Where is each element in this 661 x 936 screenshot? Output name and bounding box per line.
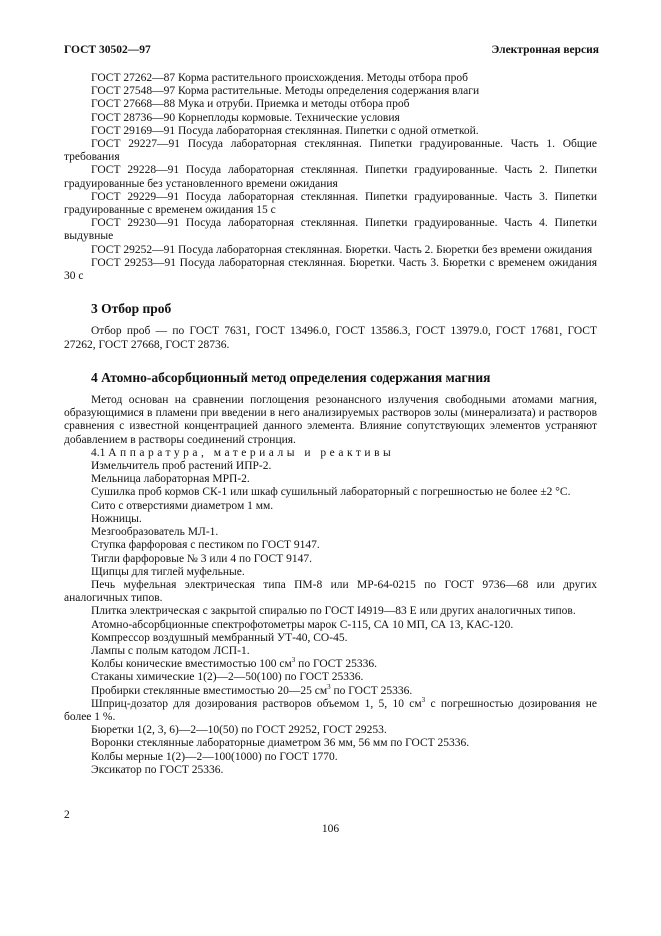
- equipment-item: Атомно-абсорбционные спектрофотометры марок С-115, СА 10 МП, СА 13, КАС-120.: [91, 618, 514, 631]
- equipment-item: Бюретки 1(2, 3, 6)—2—10(50) по ГОСТ 29252, ГОСТ 29253.: [91, 724, 387, 737]
- equipment-item: Ступка фарфоровая с пестиком по ГОСТ 9147.: [91, 539, 320, 552]
- reference-item: ГОСТ 27548—97 Корма растительные. Методы определения содержания влаги: [91, 85, 480, 98]
- references-list: [64, 72, 597, 283]
- section-3-text: Отбор проб — по ГОСТ 7631, ГОСТ 13496.0, ГОСТ 13586.3, ГОСТ 13979.0, ГОСТ 17681, ГОСТ 27262, ГОСТ 27668, ГОСТ 28736.: [64, 325, 597, 351]
- subsection-title: Аппаратура, материалы и реактивы: [108, 446, 395, 459]
- equipment-item: Сито с отверстиями диаметром 1 мм.: [91, 499, 274, 512]
- reference-item: ГОСТ 27262—87 Корма растительного происхождения. Методы отбора проб: [91, 72, 468, 84]
- equipment-item: Стаканы химические 1(2)—2—50(100) по ГОСТ 25336.: [91, 671, 364, 684]
- section-3-heading: 3 Отбор проб: [91, 301, 172, 317]
- equipment-item: Мельница лабораторная МРП-2.: [91, 473, 250, 486]
- equipment-item: Сушилка проб кормов СК-1 или шкаф сушильный лабораторный с погрешностью не более ±2 °С.: [91, 486, 571, 499]
- equipment-item: Эксикатор по ГОСТ 25336.: [91, 763, 224, 776]
- document-code: ГОСТ 30502—97: [64, 44, 151, 56]
- reference-item: ГОСТ 28736—90 Корнеплоды кормовые. Технические условия: [91, 111, 400, 124]
- equipment-item: Ножницы.: [91, 512, 142, 525]
- equipment-item: Тигли фарфоровые № 3 или 4 по ГОСТ 9147.: [91, 552, 312, 565]
- edition-label: Электронная версия: [491, 44, 599, 56]
- equipment-item: Лампы с полым катодом ЛСП-1.: [91, 644, 250, 657]
- equipment-item: Печь муфельная электрическая типа ПМ-8 или МР-64-0215 по ГОСТ 9736—68 или других аналогичных типов.: [64, 578, 597, 605]
- equipment-item: Шприц-дозатор для дозирования растворов объемом 1, 5, 10 $см^3$ с погрешностью дозирования не более 1 %.: [64, 695, 597, 723]
- reference-item: ГОСТ 29227—91 Посуда лабораторная стеклянная. Пипетки градуированные. Часть 1. Общие требования: [64, 138, 597, 164]
- subsection-number: 4.1: [91, 446, 106, 459]
- section-4-heading: 4 Атомно-абсорбционный метод определения содержания магния: [91, 369, 491, 385]
- section-4-intro: Метод основан на сравнении поглощения резонансного излучения свободными атомами магния, образующимися в пламени при введении в него анализируемых растворов золы (минерализата) и растворов сравнения с известной концентрацией данного элемента. Влияние сопутствующих элементов устраняют добавлением в растворы соединений стронция.: [64, 394, 597, 446]
- equipment-item: Воронки стеклянные лабораторные диаметром 36 мм, 56 мм по ГОСТ 25336.: [91, 737, 470, 750]
- equipment-item: Щипцы для тиглей муфельные.: [91, 565, 245, 578]
- page-number: 2: [64, 809, 70, 821]
- reference-item: ГОСТ 29229—91 Посуда лабораторная стеклянная. Пипетки градуированные. Часть 3. Пипетки градуированные с временем ожидания 15 с: [64, 190, 597, 217]
- page-body: [64, 72, 597, 777]
- reference-item: ГОСТ 29169—91 Посуда лабораторная стеклянная. Пипетки с одной отметкой.: [91, 124, 479, 137]
- equipment-item: Плитка электрическая с закрытой спиралью по ГОСТ I4919—83 Е или других аналогичных типов.: [91, 605, 576, 618]
- reference-item: ГОСТ 29252—91 Посуда лабораторная стеклянная. Бюретки. Часть 2. Бюретки без времени ожидания: [91, 243, 593, 256]
- equipment-item: Колбы конические вместимостью 100 $см^3$ по ГОСТ 25336.: [91, 656, 377, 671]
- sheet-number: 106: [321, 823, 340, 835]
- equipment-item: Колбы мерные 1(2)—2—100(1000) по ГОСТ 1770.: [91, 750, 338, 763]
- equipment-item: Измельчитель проб растений ИПР-2.: [91, 460, 272, 473]
- reference-item: ГОСТ 27668—88 Мука и отруби. Приемка и методы отбора проб: [91, 98, 410, 111]
- equipment-item: Мезгообразователь МЛ-1.: [91, 526, 219, 539]
- subsection-4-1-heading: [64, 447, 597, 460]
- equipment-item: Компрессор воздушный мембранный УТ-40, СО-45.: [91, 631, 348, 644]
- equipment-item: Пробирки стеклянные вместимостью 20—25 $см^3$ по ГОСТ 25336.: [91, 682, 413, 697]
- reference-item: ГОСТ 29228—91 Посуда лабораторная стеклянная. Пипетки градуированные. Часть 2. Пипетки градуированные без установленного времени ожидания: [64, 164, 597, 190]
- reference-item: ГОСТ 29230—91 Посуда лабораторная стеклянная. Пипетки градуированные. Часть 4. Пипетки выдувные: [64, 217, 597, 243]
- equipment-list: [64, 460, 597, 777]
- reference-item: ГОСТ 29253—91 Посуда лабораторная стеклянная. Бюретки. Часть 3. Бюретки с временем ожидания 30 с: [64, 256, 597, 283]
